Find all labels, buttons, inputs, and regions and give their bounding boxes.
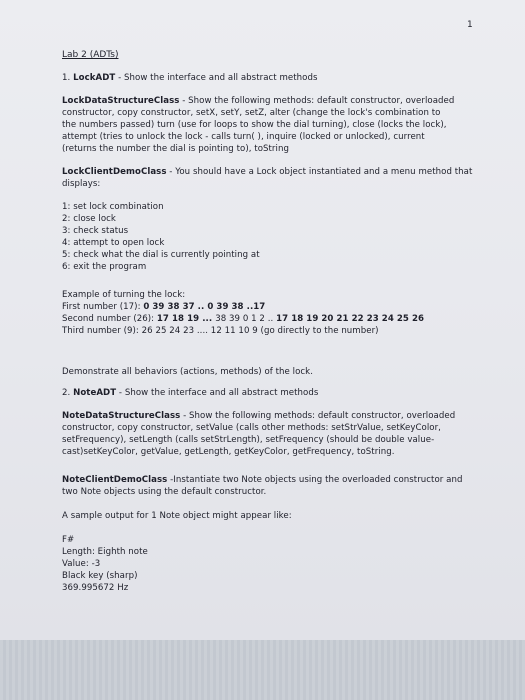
example-second-seq-c: 17 18 19 20 21 22 23 24 25 26 bbox=[276, 314, 425, 324]
example-second-label: Second number (26): bbox=[62, 314, 157, 324]
example-second-seq-a: 17 18 19 ... bbox=[156, 314, 216, 324]
section-2-desc: - Show the interface and all abstract methods bbox=[116, 388, 319, 398]
example-first-label: First number (17): bbox=[62, 302, 144, 312]
menu-item: 5: check what the dial is currently pointing at bbox=[62, 250, 260, 260]
menu-item: 2: close lock bbox=[62, 214, 116, 224]
menu-item: 1: set lock combination bbox=[62, 202, 164, 212]
demonstrate-line: Demonstrate all behaviors (actions, methods) of the lock. bbox=[62, 367, 313, 377]
lock-ds-line-1-text: - Show the following methods: default constructor, overloaded bbox=[179, 96, 455, 106]
sample-line: Value: -3 bbox=[62, 559, 101, 569]
example-heading: Example of turning the lock: bbox=[62, 290, 186, 300]
lock-ds-line-2: constructor, copy constructor, setX, setY, setZ, alter (change the lock's combination to bbox=[62, 108, 441, 118]
lock-ds-line-4: attempt (tries to unlock the lock - calls turn( ), inquire (locked or unlocked), current bbox=[62, 132, 425, 142]
lock-ds-class-name: LockDataStructureClass bbox=[62, 96, 180, 106]
lock-client-line-1-text: - You should have a Lock object instantiated and a menu method that bbox=[166, 167, 473, 177]
note-ds-class-name: NoteDataStructureClass bbox=[62, 411, 181, 421]
section-2-number: 2. bbox=[62, 388, 71, 398]
note-client-line-1 bbox=[62, 474, 462, 486]
lock-ds-line-3: the numbers passed) turn (use for loops to show the dial turning), close (locks the lock), bbox=[62, 120, 447, 130]
lock-ds-line-1 bbox=[62, 95, 454, 107]
sample-line: F# bbox=[62, 535, 75, 545]
sample-heading: A sample output for 1 Note object might appear like: bbox=[62, 511, 292, 521]
section-1-name: LockADT bbox=[73, 73, 116, 83]
lock-client-line-2: displays: bbox=[62, 179, 101, 189]
sample-line: 369.995672 Hz bbox=[62, 583, 129, 593]
page-title: Lab 2 (ADTs) bbox=[62, 50, 119, 60]
example-second-number bbox=[62, 313, 424, 325]
menu-item: 3: check status bbox=[62, 226, 129, 236]
lock-client-class-name: LockClientDemoClass bbox=[62, 167, 167, 177]
note-client-line-2: two Note objects using the default constructor. bbox=[62, 487, 267, 497]
menu-item: 6: exit the program bbox=[62, 262, 147, 272]
example-third-number: Third number (9): 26 25 24 23 .... 12 11 10 9 (go directly to the number) bbox=[62, 326, 379, 336]
note-client-line-1-text: -Instantiate two Note objects using the overloaded constructor and bbox=[167, 475, 463, 485]
lock-client-line-1 bbox=[62, 166, 472, 178]
note-client-class-name: NoteClientDemoClass bbox=[62, 475, 168, 485]
section-1-heading bbox=[62, 72, 318, 84]
desk-surface bbox=[0, 640, 525, 700]
note-ds-line-3: setFrequency), setLength (calls setStrLength), setFrequency (should be double value- bbox=[62, 435, 435, 445]
note-ds-line-1-text: - Show the following methods: default constructor, overloaded bbox=[180, 411, 456, 421]
example-second-seq-b: 38 39 0 1 2 .. bbox=[215, 314, 277, 324]
note-ds-line-1 bbox=[62, 410, 455, 422]
sample-line: Black key (sharp) bbox=[62, 571, 138, 581]
note-ds-line-4: cast)setKeyColor, getValue, getLength, getKeyColor, getFrequency, toString. bbox=[62, 447, 395, 457]
section-2-heading bbox=[62, 387, 318, 399]
example-first-number bbox=[62, 301, 265, 313]
example-first-sequence: 0 39 38 37 .. 0 39 38 ..17 bbox=[143, 302, 266, 312]
sample-line: Length: Eighth note bbox=[62, 547, 148, 557]
page-number: 1 bbox=[467, 20, 473, 30]
note-ds-line-2: constructor, copy constructor, setValue (calls other methods: setStrValue, setKeyColor, bbox=[62, 423, 441, 433]
section-2-name: NoteADT bbox=[73, 388, 117, 398]
section-1-number: 1. bbox=[62, 73, 71, 83]
menu-item: 4: attempt to open lock bbox=[62, 238, 165, 248]
section-1-desc: - Show the interface and all abstract methods bbox=[115, 73, 318, 83]
lock-ds-line-5: (returns the number the dial is pointing to), toString bbox=[62, 144, 289, 154]
